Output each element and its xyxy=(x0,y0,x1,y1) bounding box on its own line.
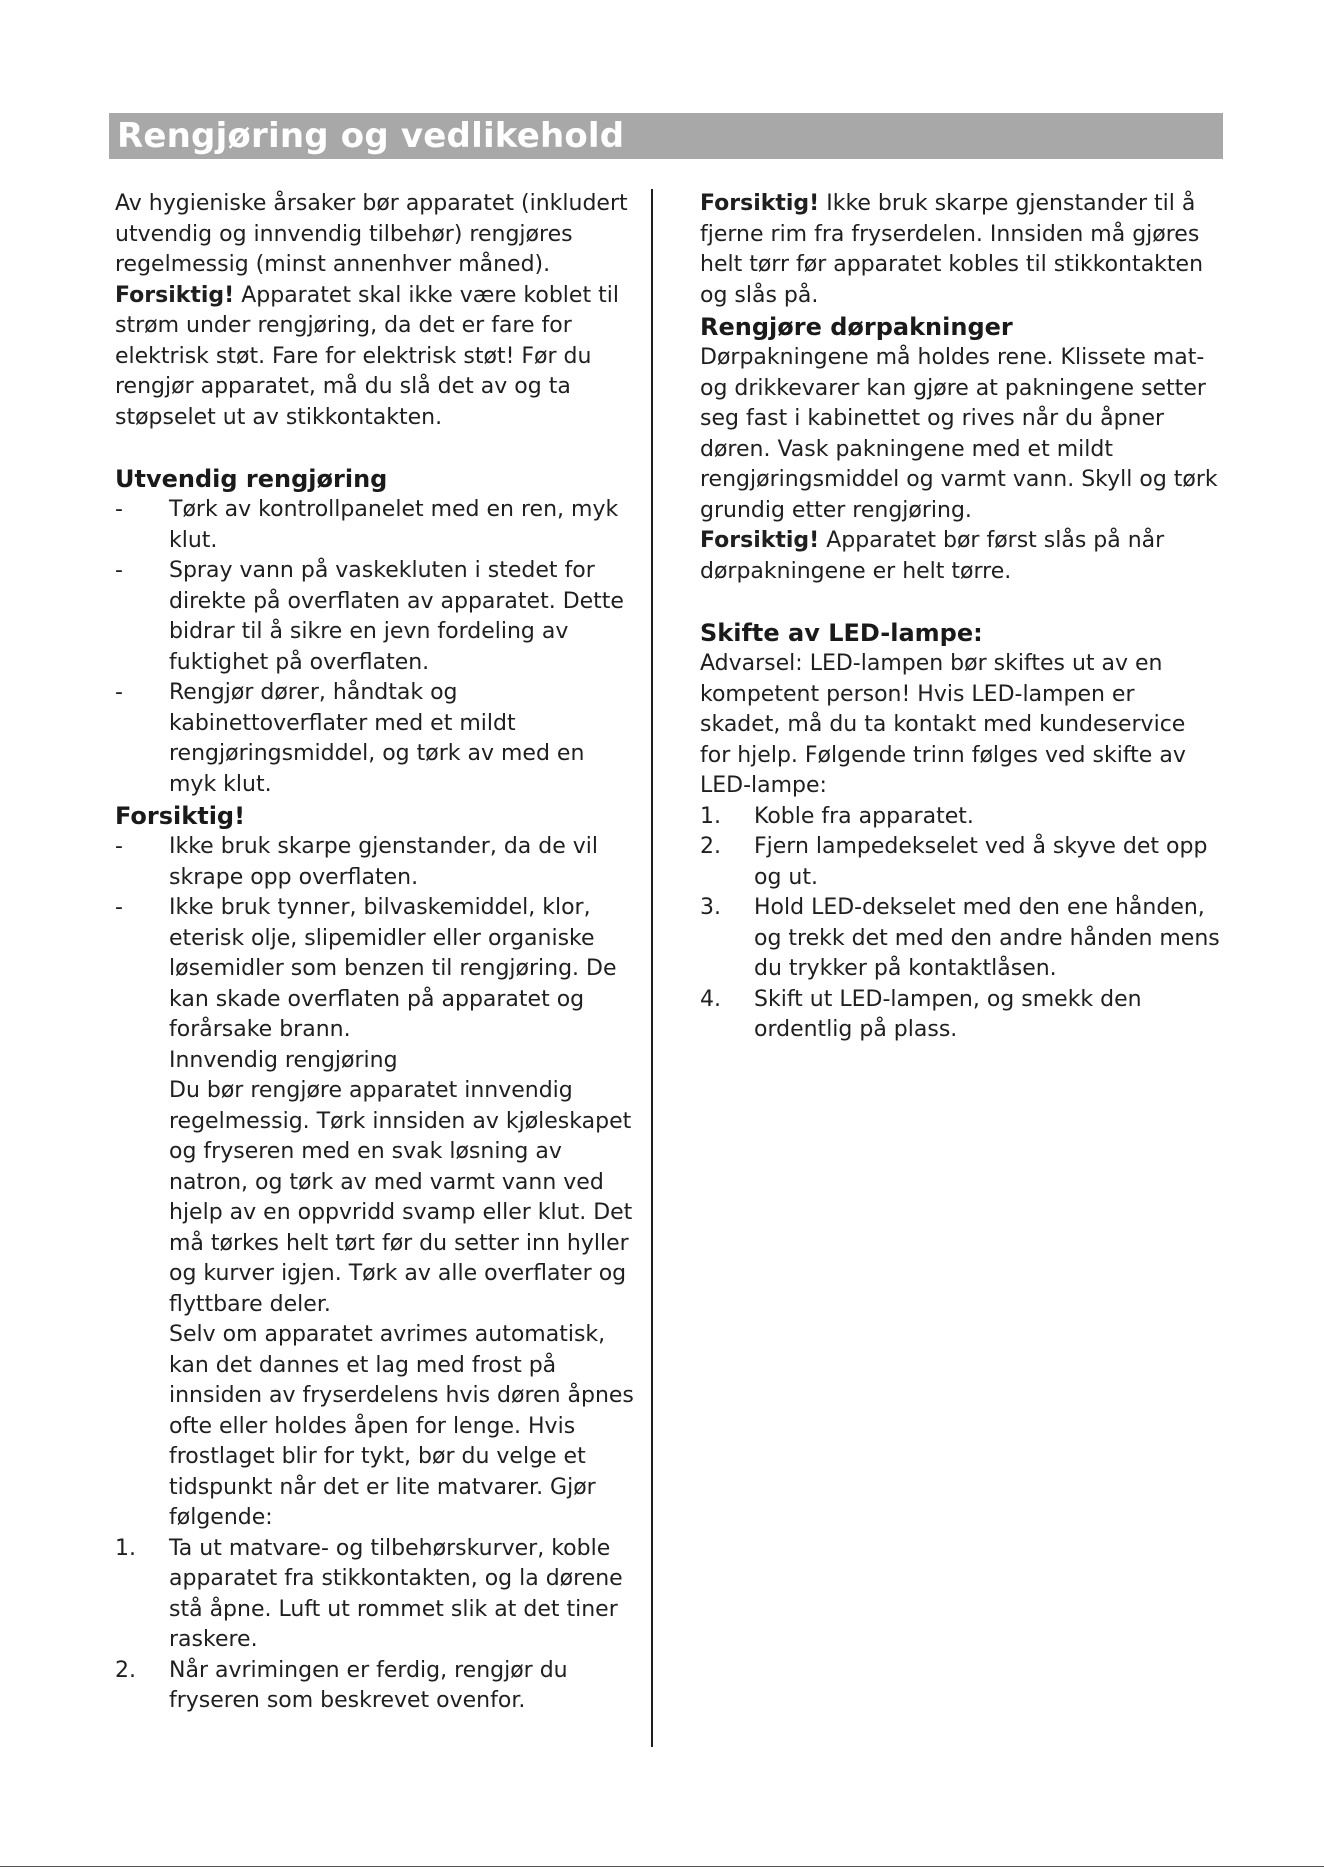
bullet-marker: - xyxy=(115,895,123,920)
step-text: Når avrimingen er ferdig, rengjør du fryseren som beskrevet ovenfor. xyxy=(169,1657,568,1713)
list-item xyxy=(115,678,635,800)
warning-text: Ikke bruk skarpe gjenstander til å fjerne rim fra fryserdelen. Innsiden må gjøres helt tørr før apparatet kobles til stikkontakten og slås på. xyxy=(700,191,1204,308)
bullet-marker: - xyxy=(115,558,123,583)
page-title: Rengjøring og vedlikehold xyxy=(117,116,625,156)
warning-paragraph xyxy=(700,189,1220,311)
avriming-paragraph: Selv om apparatet avrimes automatisk, kan det dannes et lag med frost på innsiden av fryserdelens hvis døren åpnes ofte eller holdes åpen for lenge. Hvis frostlaget blir for tykt, bør du velge et tidspunkt når det er lite matvarer. Gjør følgende: xyxy=(169,1322,634,1530)
heading-led: Skifte av LED-lampe: xyxy=(700,619,983,647)
step-text: Koble fra apparatet. xyxy=(754,803,974,829)
led-paragraph: Advarsel: LED-lampen bør skiftes ut av en kompetent person! Hvis LED-lampen er skadet, må du ta kontakt med kundeservice for hjelp. Følgende trinn følges ved skifte av LED-lampe: xyxy=(700,651,1186,798)
list-item xyxy=(115,495,635,556)
heading-dorpakninger: Rengjøre dørpakninger xyxy=(700,313,1013,341)
innvendig-paragraph: Du bør rengjøre apparatet innvendig regelmessig. Tørk innsiden av kjøleskapet og fryseren med en svak løsning av natron, og tørk av med varmt vann ved hjelp av en oppvridd svamp eller klut. Det må tørkes helt tørt før du setter inn hyller og kurver igjen. Tørk av alle overflater og flyttbare deler. xyxy=(169,1078,633,1317)
list-item-text: Ikke bruk tynner, bilvaskemiddel, klor, eterisk olje, slipemidler eller organiske løsemidler som benzen til rengjøring. De kan skade overflaten på apparatet og forårsake brann. xyxy=(169,895,617,1042)
step-item xyxy=(700,802,1220,833)
step-number: 4. xyxy=(700,986,721,1012)
left-column xyxy=(115,189,635,1717)
step-item xyxy=(700,893,1220,985)
right-column xyxy=(700,189,1220,1046)
warning-paragraph xyxy=(115,281,635,434)
step-item xyxy=(115,1656,635,1717)
step-text: Hold LED-dekselet med den ene hånden, og trekk det med den andre hånden mens du trykker på kontaktlåsen. xyxy=(754,895,1220,981)
step-number: 1. xyxy=(115,1535,136,1561)
bullet-marker: - xyxy=(115,834,123,859)
list-item xyxy=(115,893,635,1046)
list-item-text: Tørk av kontrollpanelet med en ren, myk klut. xyxy=(169,497,619,553)
warning-label: Forsiktig! xyxy=(700,528,820,553)
heading-forsiktig: Forsiktig! xyxy=(115,802,246,830)
step-number: 1. xyxy=(700,803,721,829)
subheading-innvendig: Innvendig rengjøring xyxy=(169,1047,398,1073)
step-text: Skift ut LED-lampen, og smekk den ordentlig på plass. xyxy=(754,986,1142,1042)
heading-utvendig: Utvendig rengjøring xyxy=(115,465,388,493)
step-number: 3. xyxy=(700,895,721,920)
step-item xyxy=(700,985,1220,1046)
footer-rule xyxy=(0,1866,1324,1867)
warning-label: Forsiktig! xyxy=(115,282,235,308)
intro-paragraph: Av hygieniske årsaker bør apparatet (inkludert utvendig og innvendig tilbehør) rengjøres regelmessig (minst annenhver måned). xyxy=(115,191,628,277)
warning-text: Apparatet skal ikke være koblet til strøm under rengjøring, da det er fare for elektrisk støt. Fare for elektrisk støt! Før du rengjør apparatet, må du slå det av og ta støpselet ut av stikkontakten. xyxy=(115,282,619,430)
list-item xyxy=(115,832,635,893)
dorpakninger-paragraph: Dørpakningene må holdes rene. Klissete mat- og drikkevarer kan gjøre at pakningene setter seg fast i kabinettet og rives når du åpner døren. Vask pakningene med et mildt rengjøringsmiddel og varmt vann. Skyll og tørk grundig etter rengjøring. xyxy=(700,345,1218,523)
step-text: Fjern lampedekselet ved å skyve det opp og ut. xyxy=(754,834,1208,890)
column-divider xyxy=(651,189,653,1747)
step-item xyxy=(115,1534,635,1656)
warning-text: Apparatet bør først slås på når dørpakningene er helt tørre. xyxy=(700,528,1165,584)
list-item xyxy=(115,556,635,678)
step-number: 2. xyxy=(115,1657,136,1683)
step-number: 2. xyxy=(700,834,721,859)
bullet-marker: - xyxy=(115,680,123,705)
list-item-text: Ikke bruk skarpe gjenstander, da de vil skrape opp overflaten. xyxy=(169,834,599,890)
section-banner xyxy=(109,113,1223,159)
warning-label: Forsiktig! xyxy=(700,191,820,216)
bullet-marker: - xyxy=(115,497,123,522)
step-item xyxy=(700,832,1220,893)
list-item-text: Spray vann på vaskekluten i stedet for direkte på overflaten av apparatet. Dette bidrar til å sikre en jevn fordeling av fuktighet på overflaten. xyxy=(169,558,624,675)
step-text: Ta ut matvare- og tilbehørskurver, koble apparatet fra stikkontakten, og la dørene stå åpne. Luft ut rommet slik at det tiner raskere. xyxy=(169,1535,623,1652)
list-item-text: Rengjør dører, håndtak og kabinettoverflater med et mildt rengjøringsmiddel, og tørk av med en myk klut. xyxy=(169,680,585,797)
warning-paragraph xyxy=(700,526,1220,587)
